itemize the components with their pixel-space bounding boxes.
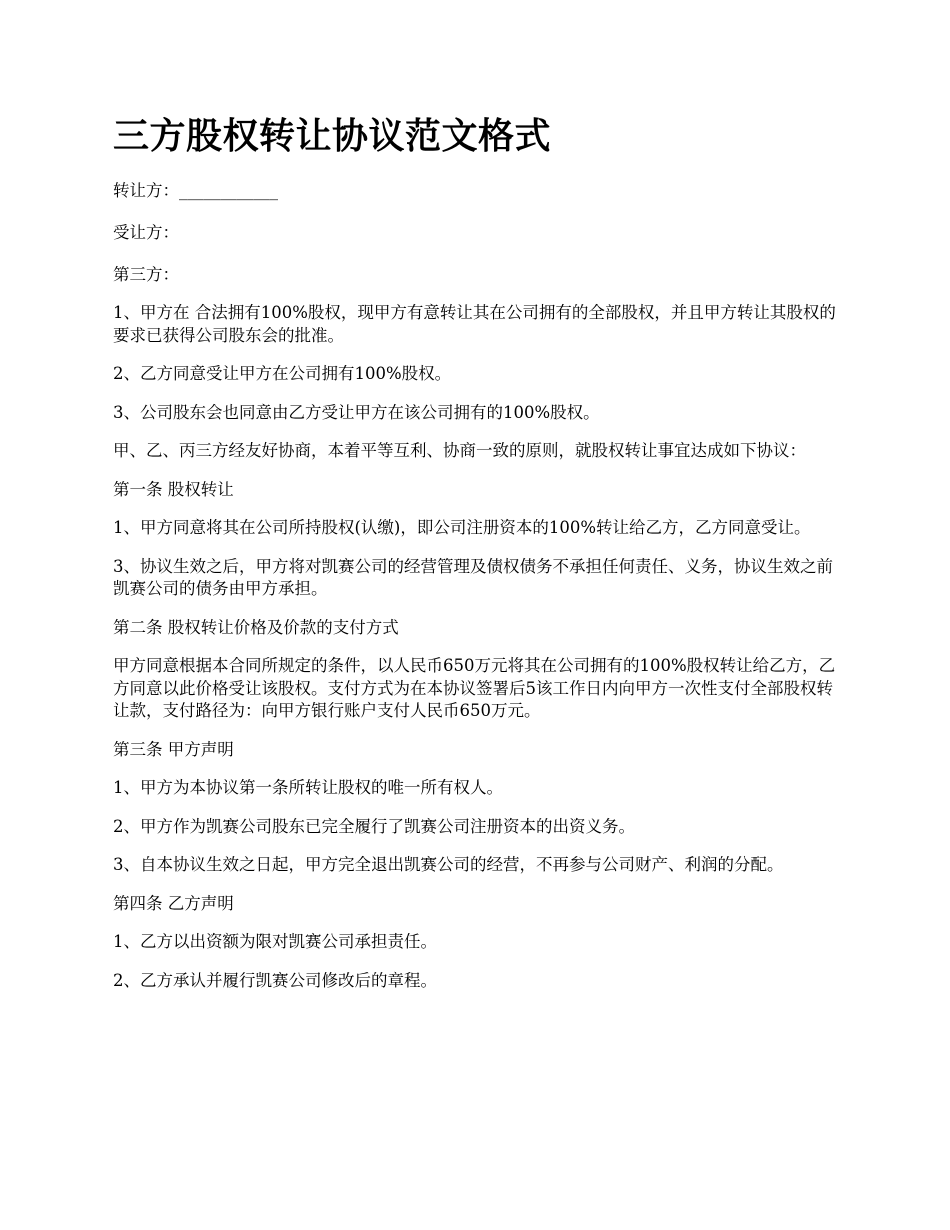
paragraph: 2、乙方同意受让甲方在公司拥有100%股权。 bbox=[113, 364, 452, 383]
paragraph: 2、乙方承认并履行凯赛公司修改后的章程。 bbox=[113, 970, 437, 990]
paragraph: 3、协议生效之后，甲方将对凯赛公司的经营管理及债权债务不承担任何责任、义务，协议生效之前凯赛公司的债务由甲方承担。 bbox=[113, 556, 833, 598]
transferee-field: 受让方： bbox=[113, 223, 179, 242]
document-page bbox=[113, 112, 841, 992]
paragraph: 1、甲方在 合法拥有100%股权，现甲方有意转让其在公司拥有的全部股权，并且甲方转让其股权的要求已获得公司股东会的批准。 bbox=[113, 303, 836, 345]
section-heading: 第三条 甲方声明 bbox=[113, 739, 234, 759]
paragraph: 甲、乙、丙三方经友好协商，本着平等互利、协商一致的原则，就股权转让事宜达成如下协议： bbox=[113, 441, 806, 460]
paragraph: 1、乙方以出资额为限对凯赛公司承担责任。 bbox=[113, 932, 437, 951]
transferor-field: 转让方：____________ bbox=[113, 181, 278, 200]
paragraph: 2、甲方作为凯赛公司股东已完全履行了凯赛公司注册资本的出资义务。 bbox=[113, 816, 635, 836]
third-party-field: 第三方： bbox=[113, 265, 179, 284]
paragraph: 甲方同意根据本合同所规定的条件，以人民币650万元将其在公司拥有的100%股权转让给乙方，乙方同意以此价格受让该股权。支付方式为在本协议签署后5该工作日内向甲方一次性支付全部股权转让款，支付路径为：向甲方银行账户支付人民币650万元。 bbox=[113, 656, 836, 720]
section-heading: 第二条 股权转让价格及价款的支付方式 bbox=[113, 617, 399, 637]
paragraph: 1、甲方同意将其在公司所持股权(认缴)，即公司注册资本的100%转让给乙方，乙方同意受让。 bbox=[113, 518, 811, 537]
paragraph: 3、自本协议生效之日起，甲方完全退出凯赛公司的经营，不再参与公司财产、利润的分配。 bbox=[113, 855, 784, 874]
section-heading: 第一条 股权转让 bbox=[113, 479, 234, 499]
paragraph: 3、公司股东会也同意由乙方受让甲方在该公司拥有的100%股权。 bbox=[113, 402, 600, 422]
paragraph: 1、甲方为本协议第一条所转让股权的唯一所有权人。 bbox=[113, 778, 503, 797]
document-title: 三方股权转让协议范文格式 bbox=[113, 115, 552, 157]
section-heading: 第四条 乙方声明 bbox=[113, 893, 234, 913]
